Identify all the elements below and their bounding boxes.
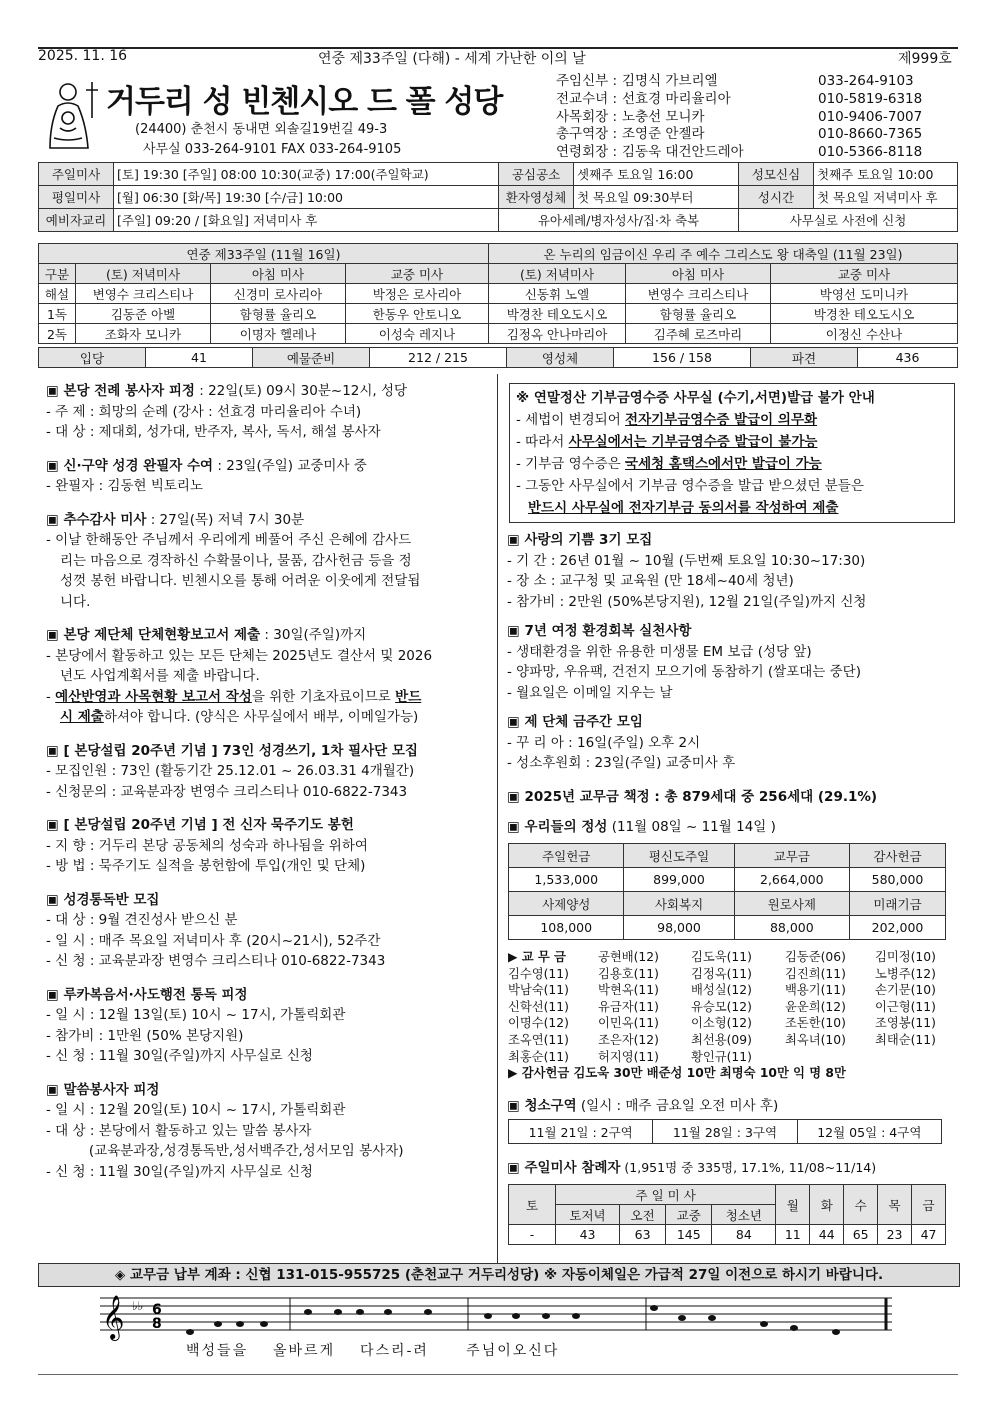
table-row: 108,000 98,000 88,000 202,000 — [509, 916, 946, 940]
column-divider — [497, 374, 498, 1264]
dues-member: 조은자(12) — [598, 1032, 659, 1047]
svg-text:8: 8 — [152, 1316, 162, 1332]
notice-luke-acts-retreat: ▣ 루카복음서·사도행전 통독 피정 - 일 시 : 12월 13일(토) 10시 ~ 17시, 가톨릭회관 - 참가비 : 1만원 (50% 본당지원) - 신 청 : 11월 30일(주일)까지 사무실로 신청 — [46, 986, 346, 1064]
issue-number: 제999호 — [898, 51, 952, 67]
dues-member: 이민옥(11) — [598, 1016, 659, 1031]
dues-member: 박현옥(11) — [598, 983, 659, 998]
dues-member: 최선용(09) — [691, 1032, 752, 1047]
notice-bible-writing: ▣ [ 본당설립 20주년 기념 ] 73인 성경쓰기, 1차 필사단 모집 - 모집인원 : 73인 (활동기간 25.12.01 ~ 26.03.31 4개월간) - 신청문의 : 교육분과장 변영수 크리스티나 010-6822-7343 — [46, 742, 418, 800]
parish-address: (24400) 춘천시 동내면 외솔길19번길 49-3 — [135, 122, 388, 137]
notice-rosary: ▣ [ 본당설립 20주년 기념 ] 전 신자 묵주기도 봉헌 - 지 향 : 거두리 본당 공동체의 성숙과 하나됨을 위하여 - 방 법 : 묵주기도 실적을 봉헌함에 투입(개인 및 단체) — [46, 817, 368, 874]
staff-row: 연령회장 : 김동욱 대건안드레아 010-5366-8118 — [556, 144, 923, 161]
notice-bible-reading-group: ▣ 성경통독반 모집 - 대 상 : 9월 견진성사 받으신 분 - 일 시 : 매주 목요일 저녁미사 후 (20시~21시), 52주간 - 신 청 : 교육분과장 변영수 크리스티나 010-6822-7343 — [46, 891, 386, 969]
dues-member: 최옥녀(10) — [785, 1032, 846, 1047]
notice-joy-of-love: ▣ 사랑의 기쁨 3기 모집 - 기 간 : 26년 01월 ~ 10월 (두번째 토요일 10:30~17:30) - 장 소 : 교구청 및 교육원 (만 18세~40세 청년) - 참가비 : 2만원 (50%본당지원), 12월 21일(주일)까지 신청 — [507, 532, 867, 610]
footer-divider — [38, 1374, 958, 1375]
table-row: 1,533,000 899,000 2,664,000 580,000 — [509, 868, 946, 892]
dues-member: 김수영(11) — [508, 966, 569, 981]
notice-liturgy-retreat: ▣ 본당 전례 봉사자 피정 : 22일(토) 09시 30분~12시, 성당 - 주 제 : 희망의 순례 (강사 : 선효경 마리율리아 수녀) - 대 상 : 제대회, 성가대, 반주자, 복사, 독서, 해설 봉사자 — [46, 383, 408, 440]
tax-receipt-notice: ※ 연말정산 기부금영수증 사무실 (수기,서면)발급 불가 안내 - 세법이 변경되어 전자기부금영수증 발급이 의무화 - 따라서 사무실에서는 기부금영수증 발급이 불가능 - 기부금 영수증은 국세청 홈택스에서만 발급이 가능 - 그동안 사무실에서 기부금 영수증을 발급 받으셨던 분들은 반드시 사무실에 전자기부금 동의서를 작성하여 제출 — [509, 383, 955, 523]
dues-member: 유승모(12) — [691, 999, 752, 1014]
dues-member: 윤운희(12) — [785, 999, 846, 1014]
notice-environment: ▣ 7년 여정 환경회복 실천사항 - 생태환경을 위한 유용한 미생물 EM 보급 (성당 앞) - 양파망, 우유팩, 건전지 모으기에 동참하기 (쌀포대는 중단) - 월요일은 이메일 지우는 날 — [507, 623, 861, 701]
staff-row: 주임신부 : 김명식 가브리엘 033-264-9103 — [556, 73, 914, 89]
dues-member: 조돈한(10) — [785, 1016, 846, 1031]
bulletin-date: 2025. 11. 16 — [38, 48, 128, 64]
dues-member: 조영봉(11) — [875, 1016, 936, 1031]
liturgy-title: 연중 제33주일 (다해) - 세계 가난한 이의 날 — [318, 51, 586, 67]
dues-member: 이명수(12) — [508, 1016, 569, 1031]
svg-text:𝄞: 𝄞 — [102, 1295, 125, 1339]
staff-row: 총구역장 : 조영준 안젤라 010-8660-7365 — [556, 126, 923, 143]
staff-row: 전교수녀 : 선효경 마리율리아 010-5819-6318 — [556, 90, 923, 107]
table-row: 해설 변영수 크리스티나 신경미 로사리아 박정은 로사리아 신동휘 노엘 변영수 크리스티나 박영선 도미니카 — [39, 284, 958, 304]
mass-schedule-table: 주일미사 [토] 19:30 [주일] 08:00 10:30(교중) 17:00(주일학교) 공심공소 셋째주 토요일 16:00 성모신심 첫째주 토요일 10:00 평일미사 [월] 06:30 [화/목] 19:30 [수/금] 10:00 환자영성체 첫 목요일 09:30부터 성시간 첫 목요일 저녁미사 후 예비자교리 [주일] 09:20 / [화요일] 저녁미사 후 유아세례/병자성사/집·차 축복 사무실로 사전에 신청 — [38, 162, 958, 232]
table-row: 2독 조화자 모니카 이명자 헬레나 이성숙 레지나 김정옥 안나마리아 김주혜 로즈마리 이정신 수산나 — [39, 324, 958, 344]
song-lyrics: 백성들을 올바르게 다스리-려 주님이오신다 — [186, 1343, 560, 1359]
dues-member: 백용기(11) — [785, 983, 846, 998]
attendance-heading: ▣ 주일미사 참례자 (1,951명 중 335명, 17.1%, 11/08~11/14) — [507, 1160, 877, 1176]
dues-list: ▶ 교 무 금 공현배(12) 김도욱(11) 김동준(06) 김미정(10) 김수영(11) 김용호(11) 김정옥(11) 김진희(11) 노병주(12) 박남숙(11) 박현옥(11) 배성실(12) 백용기(11) 손기문(10) 신학선(11) 유금자(11) 유승모(12) 윤운희(12) 이근형(11) 이명수(12) 이민옥(11) 이소형(12) 조돈한(10) 조영봉(11) 조옥연(11) 조은자(12) 최선용(09) 최옥녀(10) 최태순(11) 최홍순(11) 허지영(11) 황인규(11) ▶ 감사헌금 김도욱 30만 배준성 10만 최명숙 10만 익 명 8만 — [508, 949, 948, 1082]
attendance-table: 토 주 일 미 사 월 화 수 목 금 토저녁 오전 교중 청소년 - 43 63 145 84 11 44 65 23 47 — [508, 1184, 946, 1245]
parish-office-contact: 사무실 033-264-9101 FAX 033-264-9105 — [143, 142, 402, 157]
dues-member: 유금자(11) — [598, 999, 659, 1014]
staff-directory — [556, 73, 922, 162]
right-notices — [507, 530, 952, 838]
staff-row: 사목회장 : 노충선 모니카 010-9406-7007 — [556, 108, 923, 125]
dues-target: ▣ 2025년 교무금 책정 : 총 879세대 중 256세대 (29.1%) — [507, 788, 878, 805]
dues-member: 노병주(12) — [875, 966, 936, 981]
liturgy-roster-table: 연중 제33주일 (11월 16일) 온 누리의 임금이신 우리 주 예수 그리스도 왕 대축일 (11월 23일) 구분 (토) 저녁미사 아침 미사 교중 미사 (토) 저녁미사 아침 미사 교중 미사 해설 변영수 크리스티나 신경미 로사리아 박정은 로사리아 신동휘 노엘 변영수 크리스티나 박영선 도미니카 1독 김동준 아벨 함형률 율리오 한동우 안토니오 박경찬 테오도시오 함형률 율리오 박경찬 테오도시오 2독 조화자 모니카 이명자 헬레나 이성숙 레지나 김정옥 안나마리아 김주혜 로즈마리 이정신 수산나 — [38, 243, 958, 344]
svg-text:♭♭: ♭♭ — [132, 1299, 144, 1313]
dues-member: 박남숙(11) — [508, 983, 569, 998]
offering-table: 주일헌금 평신도주일 교무금 감사헌금 1,533,000 899,000 2,664,000 580,000 사제양성 사회복지 원로사제 미래기금 108,000 98,000 88,000 202,000 — [508, 843, 946, 940]
cleaning-heading: ▣ 청소구역 (일시 : 매주 금요일 오전 미사 후) — [507, 1098, 779, 1114]
notice-word-ministers-retreat: ▣ 말씀봉사자 피정 - 일 시 : 12월 20일(토) 10시 ~ 17시, 가톨릭회관 - 대 상 : 본당에서 활동하고 있는 말씀 봉사자 (교육분과장,성경통독반,성서백주간,성서모임 봉사자) - 신 청 : 11월 30일(주일)까지 사무실로 신청 — [46, 1081, 404, 1180]
dues-member: 조옥연(11) — [508, 1032, 569, 1047]
table-row: 1독 김동준 아벨 함형률 율리오 한동우 안토니오 박경찬 테오도시오 함형률 율리오 박경찬 테오도시오 — [39, 304, 958, 324]
mass-stats-table: 입당 41 예물준비 212 / 215 영성체 156 / 158 파견 436 — [38, 347, 958, 368]
dues-member: 손기문(10) — [875, 983, 936, 998]
dues-member: 김진희(11) — [785, 966, 846, 981]
parish-name: 거두리 성 빈첸시오 드 폴 성당 — [106, 84, 503, 120]
offering-heading: ▣ 우리들의 정성 (11월 08일 ~ 11월 14일 ) — [507, 819, 776, 835]
thanks-offering: ▶ 감사헌금 김도욱 30만 배준성 10만 최명숙 10만 익 명 8만 — [508, 1066, 846, 1081]
dues-member: 허지영(11) — [598, 1049, 659, 1064]
svg-text:6: 6 — [152, 1302, 162, 1318]
notice-group-report: ▣ 본당 제단체 단체현황보고서 제출 : 30일(주일)까지 - 본당에서 활동하고 있는 모든 단체는 2025년도 결산서 및 2026 년도 사업계획서를 제출 바랍니다. - 예산반영과 사목현황 보고서 작성을 위한 기초자료이므로 반드 시 제출하셔야 합니다. (양식은 사무실에서 배부, 이메일가능) — [46, 627, 433, 725]
notice-bible-completion: ▣ 신·구약 성경 완필자 수여 : 23일(주일) 교중미사 중 - 완필자 : 김동현 빅토리노 — [46, 457, 367, 494]
dues-member: 이근형(11) — [875, 999, 936, 1014]
dues-member: 이소형(12) — [691, 1016, 752, 1031]
cleaning-table: 11월 21일 : 2구역 11월 28일 : 3구역 12월 05일 : 4구역 — [508, 1119, 942, 1144]
account-banner: ◈ 교무금 납부 계좌 : 신협 131-015-955725 (춘천교구 거두리성당) ※ 자동이체일은 가급적 27일 이전으로 하시기 바랍니다. — [38, 1263, 960, 1287]
parish-logo-icon — [44, 78, 100, 156]
dues-member: 배성실(12) — [691, 983, 752, 998]
dues-member: 황인규(11) — [691, 1049, 752, 1064]
dues-member: 최홍순(11) — [508, 1049, 569, 1064]
table-row: - 43 63 145 84 11 44 65 23 47 — [509, 1225, 946, 1245]
dues-member: 신학선(11) — [508, 999, 569, 1014]
header-divider — [38, 47, 958, 49]
notice-thanksgiving-mass: ▣ 추수감사 미사 : 27일(목) 저녁 7시 30분 - 이날 한해동안 주님께서 우리에게 베풀어 주신 은혜에 감사드 리는 마음으로 경작하신 수확물이나, 물품, 감사헌금 등을 정 성껏 봉헌 바랍니다. 빈첸시오를 통해 어려운 이웃에게 전달됩 니다. — [46, 511, 421, 610]
notice-group-meetings: ▣ 제 단체 금주간 모임 - 꾸 리 아 : 16일(주일) 오후 2시 - 성소후원회 : 23일(주일) 교중미사 후 — [507, 714, 736, 771]
dues-member: 김용호(11) — [598, 966, 659, 981]
dues-member: 최태순(11) — [875, 1032, 936, 1047]
dues-member: 김정옥(11) — [691, 966, 752, 981]
left-notices — [46, 381, 492, 1182]
